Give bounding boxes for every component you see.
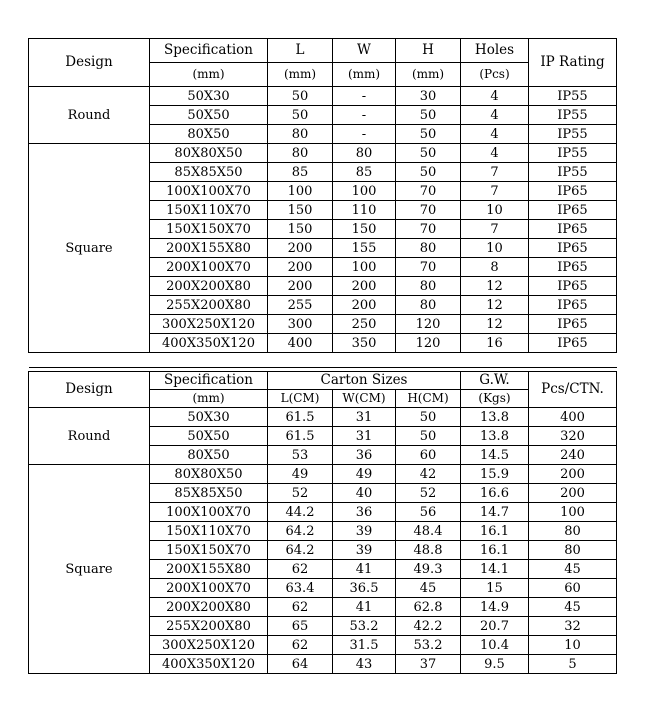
table-cell: 10 (461, 201, 529, 220)
table-cell: 50X30 (150, 408, 268, 427)
table-cell: 8 (461, 258, 529, 277)
table-cell: 15 (461, 579, 529, 598)
table-cell: 61.5 (268, 427, 333, 446)
table-cell: 350 (333, 334, 396, 353)
gross-weight-header: G.W. (461, 372, 529, 390)
table-cell: 15.9 (461, 465, 529, 484)
table-cell: 10.4 (461, 636, 529, 655)
table-cell: 80X50 (150, 446, 268, 465)
table-cell: 39 (333, 541, 396, 560)
table-cell: 30 (396, 87, 461, 106)
table-cell: 100X100X70 (150, 503, 268, 522)
table-cell: 13.8 (461, 408, 529, 427)
table-cell: 42 (396, 465, 461, 484)
table-cell: 53.2 (333, 617, 396, 636)
table-cell: 80X50 (150, 125, 268, 144)
table-cell: 155 (333, 239, 396, 258)
table-cell: 85X85X50 (150, 163, 268, 182)
table-cell: 49 (333, 465, 396, 484)
table-cell: 200 (333, 296, 396, 315)
table-cell: 45 (529, 598, 617, 617)
table-cell: 10 (529, 636, 617, 655)
table-cell: - (333, 106, 396, 125)
table-cell: 48.8 (396, 541, 461, 560)
table-cell: 14.7 (461, 503, 529, 522)
table-cell: 49 (268, 465, 333, 484)
table-cell: 62 (268, 560, 333, 579)
table-cell: 200 (268, 277, 333, 296)
table-cell: 320 (529, 427, 617, 446)
carton-length-unit: L(CM) (268, 390, 333, 408)
table-cell: 255 (268, 296, 333, 315)
specification-header: Specification (150, 39, 268, 63)
width-header: W (333, 39, 396, 63)
width-unit: (mm) (333, 63, 396, 87)
table-cell: 85 (333, 163, 396, 182)
height-unit: (mm) (396, 63, 461, 87)
table-cell: 80X80X50 (150, 465, 268, 484)
table-cell: 240 (529, 446, 617, 465)
table-cell: 120 (396, 315, 461, 334)
table-cell: 16 (461, 334, 529, 353)
table-cell: 12 (461, 296, 529, 315)
table-cell: 64.2 (268, 541, 333, 560)
ip-rating-header: IP Rating (529, 39, 617, 87)
table-cell: 300X250X120 (150, 636, 268, 655)
table-cell: 9.5 (461, 655, 529, 674)
table-cell: 53.2 (396, 636, 461, 655)
table-cell: 49.3 (396, 560, 461, 579)
length-header: L (268, 39, 333, 63)
table-cell: 80 (529, 541, 617, 560)
holes-unit: (Pcs) (461, 63, 529, 87)
table-cell: 200X155X80 (150, 239, 268, 258)
table-cell: IP55 (529, 106, 617, 125)
table-cell: 14.1 (461, 560, 529, 579)
design-cell: Square (29, 465, 150, 674)
table-cell: 80X80X50 (150, 144, 268, 163)
table-cell: 62 (268, 636, 333, 655)
table-cell: 50 (396, 163, 461, 182)
table-cell: 200 (529, 465, 617, 484)
table-cell: 60 (396, 446, 461, 465)
table-row (29, 144, 617, 163)
table-cell: 80 (529, 522, 617, 541)
carton-sizes-header: Carton Sizes (268, 372, 461, 390)
table-cell: 70 (396, 201, 461, 220)
table-cell: 120 (396, 334, 461, 353)
table-cell: 16.6 (461, 484, 529, 503)
table-cell: IP55 (529, 87, 617, 106)
specification-header: Specification (150, 372, 268, 390)
table-cell: 14.9 (461, 598, 529, 617)
table-cell: 13.8 (461, 427, 529, 446)
carton-width-unit: W(CM) (333, 390, 396, 408)
table-cell: 85 (268, 163, 333, 182)
table-cell: 5 (529, 655, 617, 674)
table-cell: 80 (396, 296, 461, 315)
table-cell: 50 (396, 427, 461, 446)
table-cell: 52 (396, 484, 461, 503)
table-cell: 150X110X70 (150, 522, 268, 541)
table-cell: 110 (333, 201, 396, 220)
table-cell: 150 (333, 220, 396, 239)
table-cell: 200X200X80 (150, 277, 268, 296)
table-cell: 61.5 (268, 408, 333, 427)
table-cell: 50 (396, 106, 461, 125)
specification-unit: (mm) (150, 63, 268, 87)
table-cell: 80 (333, 144, 396, 163)
table-cell: 70 (396, 182, 461, 201)
table-cell: IP55 (529, 163, 617, 182)
table-cell: 400X350X120 (150, 334, 268, 353)
table-cell: 300X250X120 (150, 315, 268, 334)
design-cell: Round (29, 87, 150, 144)
table-cell: 37 (396, 655, 461, 674)
table-cell: 300 (268, 315, 333, 334)
table-cell: 40 (333, 484, 396, 503)
table-cell: 200X200X80 (150, 598, 268, 617)
table-cell: 42.2 (396, 617, 461, 636)
table-cell: 62.8 (396, 598, 461, 617)
specification-table (28, 38, 617, 368)
table-cell: 250 (333, 315, 396, 334)
length-unit: (mm) (268, 63, 333, 87)
table-cell: 200 (268, 239, 333, 258)
table-cell: IP55 (529, 144, 617, 163)
table-cell: 200X100X70 (150, 579, 268, 598)
table-cell: 50 (396, 144, 461, 163)
table-cell: 10 (461, 239, 529, 258)
table-cell: 200 (529, 484, 617, 503)
table-cell: 200 (268, 258, 333, 277)
table-cell: 70 (396, 220, 461, 239)
table-cell: IP65 (529, 296, 617, 315)
table-cell: 50 (268, 87, 333, 106)
table-row (29, 465, 617, 484)
table-cell: 65 (268, 617, 333, 636)
carton-height-unit: H(CM) (396, 390, 461, 408)
table-cell: 60 (529, 579, 617, 598)
table-cell: 50X50 (150, 427, 268, 446)
table-cell: 36.5 (333, 579, 396, 598)
table-cell: 12 (461, 315, 529, 334)
design-cell: Round (29, 408, 150, 465)
table-cell: 4 (461, 125, 529, 144)
table-cell: 41 (333, 598, 396, 617)
table-row (29, 87, 617, 106)
table-cell: 64 (268, 655, 333, 674)
table-cell: 100 (529, 503, 617, 522)
table-cell: 200X100X70 (150, 258, 268, 277)
design-cell: Square (29, 144, 150, 353)
table-cell: 44.2 (268, 503, 333, 522)
table-cell: 41 (333, 560, 396, 579)
table-cell: 400 (529, 408, 617, 427)
table-cell: 85X85X50 (150, 484, 268, 503)
table-cell: 7 (461, 220, 529, 239)
table-cell: 50 (396, 125, 461, 144)
table-cell: 7 (461, 182, 529, 201)
table-cell: 53 (268, 446, 333, 465)
table-cell: 45 (396, 579, 461, 598)
table-cell: 50 (268, 106, 333, 125)
table-cell: IP65 (529, 258, 617, 277)
design-header: Design (29, 372, 150, 408)
table-cell: 36 (333, 503, 396, 522)
table-cell: 32 (529, 617, 617, 636)
table-cell: 200 (333, 277, 396, 296)
table-cell: - (333, 87, 396, 106)
table-cell: 50X50 (150, 106, 268, 125)
table-cell: 400 (268, 334, 333, 353)
table-cell: 16.1 (461, 522, 529, 541)
table-cell: 4 (461, 106, 529, 125)
table-cell: IP65 (529, 239, 617, 258)
table-cell: 150X150X70 (150, 541, 268, 560)
specification-unit: (mm) (150, 390, 268, 408)
table-cell: IP65 (529, 201, 617, 220)
gross-weight-unit: (Kgs) (461, 390, 529, 408)
design-header: Design (29, 39, 150, 87)
table-row (29, 408, 617, 427)
table-cell: 150X150X70 (150, 220, 268, 239)
table-cell: 4 (461, 144, 529, 163)
table-cell: 31.5 (333, 636, 396, 655)
table-cell: 4 (461, 87, 529, 106)
table-cell: 100X100X70 (150, 182, 268, 201)
table-cell: 52 (268, 484, 333, 503)
table-cell: 70 (396, 258, 461, 277)
table-cell: 43 (333, 655, 396, 674)
table-cell: 50 (396, 408, 461, 427)
table-cell: IP65 (529, 334, 617, 353)
table-cell: 16.1 (461, 541, 529, 560)
holes-header: Holes (461, 39, 529, 63)
table-cell: 150 (268, 201, 333, 220)
table-cell: 63.4 (268, 579, 333, 598)
carton-table (28, 371, 617, 674)
table-cell: 100 (333, 182, 396, 201)
table-cell: 80 (396, 277, 461, 296)
table-cell: 31 (333, 427, 396, 446)
table-cell: 80 (268, 144, 333, 163)
table-cell: 62 (268, 598, 333, 617)
table-cell: 255X200X80 (150, 296, 268, 315)
table-cell: 31 (333, 408, 396, 427)
table-cell: 100 (333, 258, 396, 277)
pcs-per-carton-header: Pcs/CTN. (529, 372, 617, 408)
table-cell: 50X30 (150, 87, 268, 106)
table-cell: 80 (268, 125, 333, 144)
table-cell: IP65 (529, 315, 617, 334)
table-cell: IP55 (529, 125, 617, 144)
table-cell: 56 (396, 503, 461, 522)
table-cell: 100 (268, 182, 333, 201)
table-cell: 200X155X80 (150, 560, 268, 579)
table-cell: 150X110X70 (150, 201, 268, 220)
table-cell: IP65 (529, 277, 617, 296)
table-cell: 64.2 (268, 522, 333, 541)
table-spacer (29, 353, 617, 368)
table-cell: IP65 (529, 182, 617, 201)
table-cell: 7 (461, 163, 529, 182)
table-cell: 48.4 (396, 522, 461, 541)
table-cell: 150 (268, 220, 333, 239)
table-cell: IP65 (529, 220, 617, 239)
table-cell: 255X200X80 (150, 617, 268, 636)
table-cell: 12 (461, 277, 529, 296)
table-cell: 80 (396, 239, 461, 258)
table-cell: 39 (333, 522, 396, 541)
table-cell: - (333, 125, 396, 144)
table-cell: 36 (333, 446, 396, 465)
table-cell: 400X350X120 (150, 655, 268, 674)
table-cell: 45 (529, 560, 617, 579)
table-cell: 20.7 (461, 617, 529, 636)
height-header: H (396, 39, 461, 63)
table-cell: 14.5 (461, 446, 529, 465)
